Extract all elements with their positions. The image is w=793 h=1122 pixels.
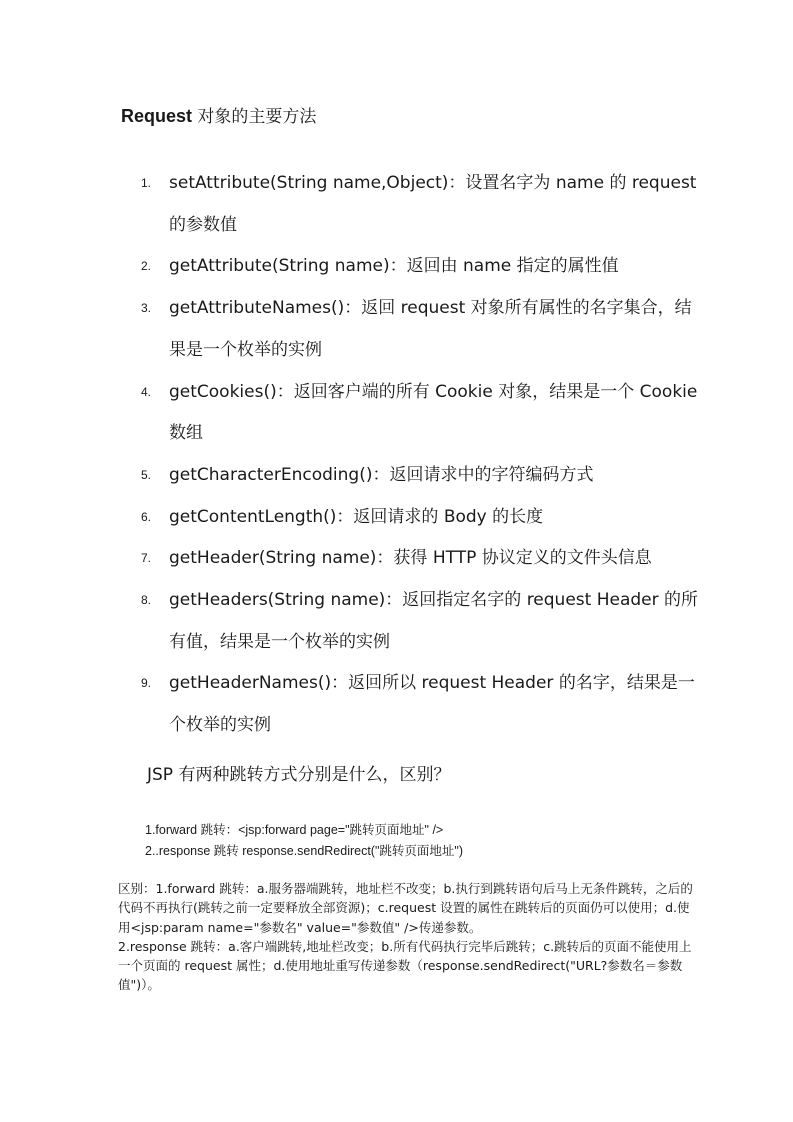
explanation-paragraph-forward: 区别：1.forward 跳转：a.服务器端跳转，地址栏不改变；b.执行到跳转语句后马上无条件跳转，之后的代码不再执行(跳转之前一定要释放全部资源)；c.request 设置的属性在跳转后的页面仍可以使用；d.使用<jsp:param name="参数名" value="参数值" />传递参数。 bbox=[118, 881, 693, 935]
list-item-number: 5. bbox=[141, 467, 152, 482]
code-examples bbox=[145, 820, 463, 862]
list-item bbox=[141, 372, 701, 455]
code-line-forward: 1.forward 跳转：<jsp:forward page="跳转页面地址" /> bbox=[145, 823, 444, 837]
explanation-block bbox=[118, 879, 693, 995]
list-item-number: 7. bbox=[141, 551, 152, 566]
list-item-text: getHeaderNames()：返回所以 request Header 的名字，结果是一个枚举的实例 bbox=[169, 673, 695, 736]
list-item-text: setAttribute(String name,Object)：设置名字为 name 的 request 的参数值 bbox=[169, 173, 697, 235]
list-item-text: getAttributeNames()：返回 request 对象所有属性的名字集合，结果是一个枚举的实例 bbox=[169, 298, 692, 360]
list-item-number: 1. bbox=[141, 176, 152, 190]
list-item bbox=[141, 497, 701, 539]
list-item-text: getAttribute(String name)：返回由 name 指定的属性值 bbox=[169, 256, 619, 277]
code-line-response: 2..response 跳转 response.sendRedirect("跳转页面地址") bbox=[145, 844, 464, 858]
list-item bbox=[141, 288, 701, 371]
list-item-text: getHeader(String name)：获得 HTTP 协议定义的文件头信息 bbox=[169, 548, 652, 569]
list-item-text: getContentLength()：返回请求的 Body 的长度 bbox=[169, 506, 544, 527]
list-item-number: 6. bbox=[141, 509, 152, 524]
list-item-number: 3. bbox=[141, 301, 152, 316]
list-item bbox=[141, 663, 701, 746]
page-title-rest: 对象的主要方法 bbox=[192, 107, 317, 127]
question-heading: JSP 有两种跳转方式分别是什么，区别？ bbox=[147, 765, 451, 785]
list-item-number: 9. bbox=[141, 676, 152, 691]
page-title bbox=[121, 104, 316, 129]
list-item bbox=[141, 580, 701, 663]
explanation-paragraph-response: 2.response 跳转：a.客户端跳转,地址栏改变；b.所有代码执行完毕后跳转；c.跳转后的页面不能使用上一个页面的 request 属性；d.使用地址重写传递参数（response.sendRedirect("URL?参数名＝参数值")）。 bbox=[118, 938, 692, 993]
list-item-number: 2. bbox=[141, 259, 152, 274]
methods-list bbox=[141, 163, 701, 747]
list-item-text: getCookies()：返回客户端的所有 Cookie 对象，结果是一个 Cookie 数组 bbox=[169, 381, 698, 444]
list-item bbox=[141, 163, 701, 246]
list-item-number: 8. bbox=[141, 593, 152, 608]
list-item bbox=[141, 246, 701, 288]
list-item-text: getHeaders(String name)：返回指定名字的 request Header 的所有值，结果是一个枚举的实例 bbox=[169, 590, 699, 652]
list-item bbox=[141, 455, 701, 497]
page-title-keyword: Request bbox=[121, 106, 193, 126]
list-item-number: 4. bbox=[141, 384, 152, 399]
list-item bbox=[141, 538, 701, 580]
list-item-text: getCharacterEncoding()：返回请求中的字符编码方式 bbox=[169, 464, 594, 485]
